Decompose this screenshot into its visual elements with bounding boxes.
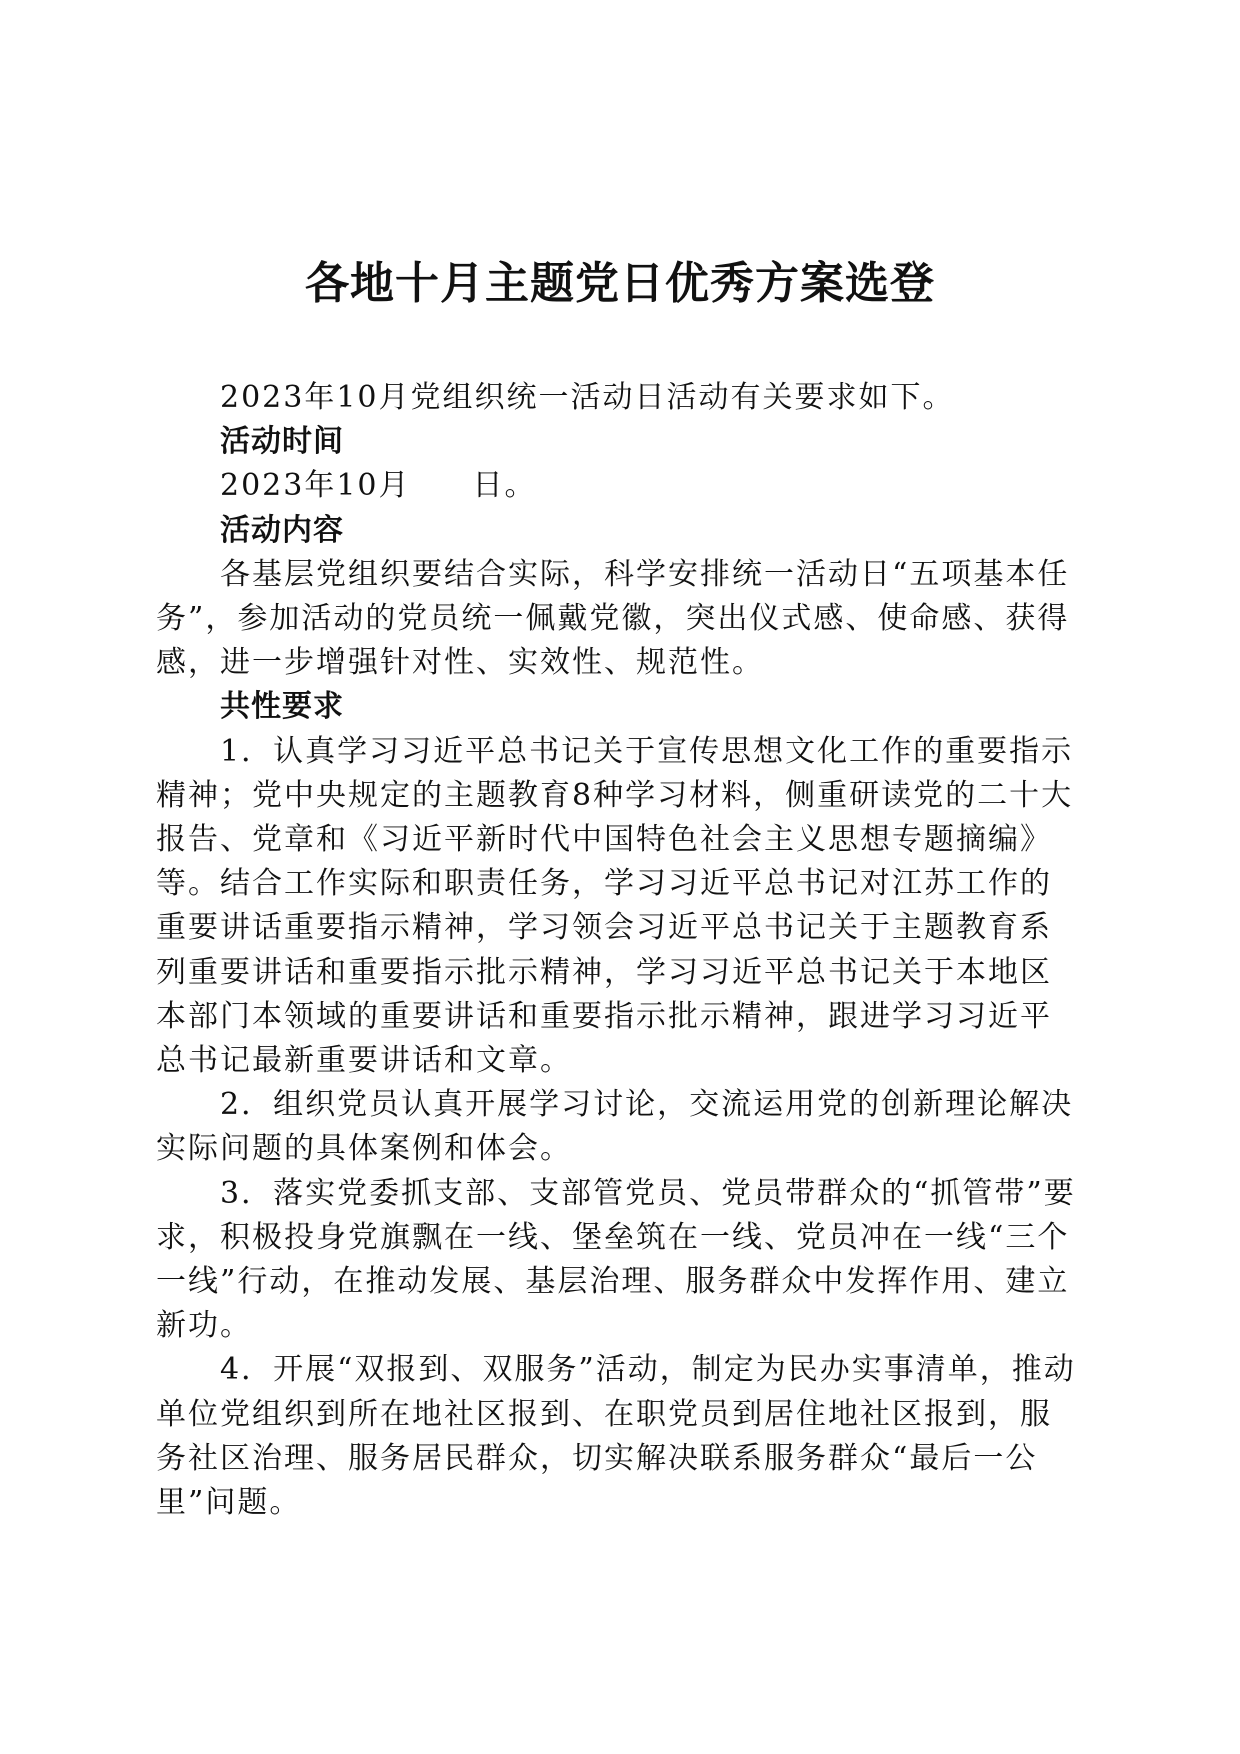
requirement-item-4: 4．开展“双报到、双服务”活动，制定为民办实事清单，推动单位党组织到所在地社区报到、在职党员到居住地社区报到，服务社区治理、服务居民群众，切实解决联系服务群众“最后一公里”问题。 [156,1352,1076,1521]
activity-date [156,464,1080,508]
requirement-item-1: 1．认真学习习近平总书记关于宣传思想文化工作的重要指示精神；党中央规定的主题教育8种学习材料，侧重研读党的二十大报告、党章和《习近平新时代中国特色社会主义思想专题摘编》等。结合工作实际和职责任务，学习习近平总书记对江苏工作的重要讲话重要指示精神，学习领会习近平总书记关于主题教育系列重要讲话和重要指示批示精神，学习习近平总书记关于本地区本部门本领域的重要讲话和重要指示批示精神，跟进学习习近平总书记最新重要讲话和文章。 [156,733,1074,1079]
requirement-item-3: 3．落实党委抓支部、支部管党员、党员带群众的“抓管带”要求，积极投身党旗飘在一线、堡垒筑在一线、党员冲在一线“三个一线”行动，在推动发展、基层治理、服务群众中发挥作用、建立新功。 [156,1175,1076,1344]
document-title: 各地十月主题党日优秀方案选登 [305,258,935,309]
activity-date-suffix: 日。 [472,468,537,504]
requirement-item-2: 2．组织党员认真开展学习讨论，交流运用党的创新理论解决实际问题的具体案例和体会。 [156,1087,1074,1167]
intro-paragraph: 2023年10月党组织统一活动日活动有关要求如下。 [220,380,955,415]
document-body [156,376,1080,1525]
content-paragraph: 各基层党组织要结合实际，科学安排统一活动日“五项基本任务”，参加活动的党员统一佩戴党徽，突出仪式感、使命感、获得感，进一步增强针对性、实效性、规范性。 [156,556,1070,681]
section-heading-requirements: 共性要求 [220,689,344,725]
activity-date-prefix: 2023年10月 [220,468,411,504]
section-heading-time: 活动时间 [220,424,344,460]
section-heading-content: 活动内容 [220,512,344,548]
